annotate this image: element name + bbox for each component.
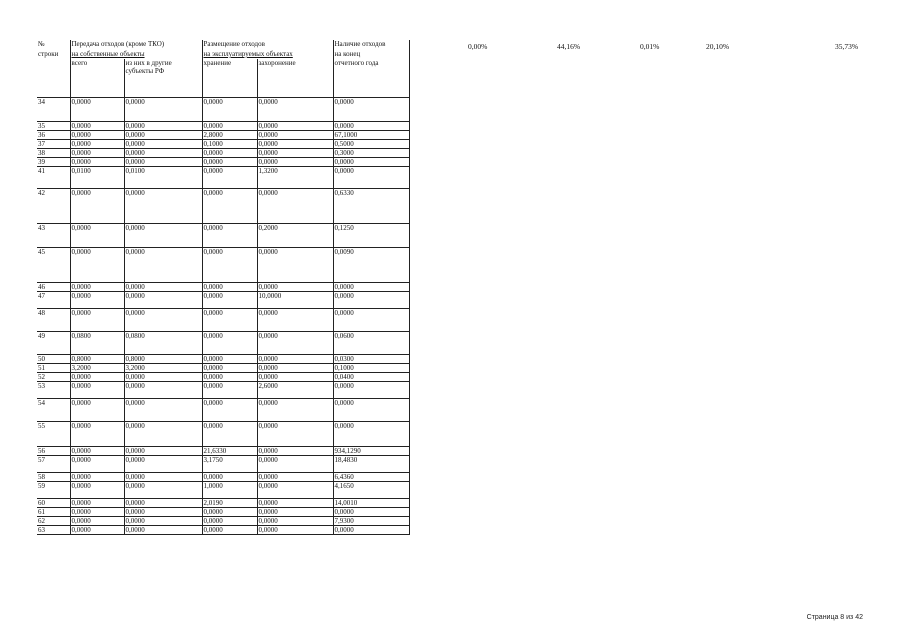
header-placement-sub: на эксплуатируемых объектах <box>202 50 333 59</box>
cell-value: 0,0000 <box>124 372 202 381</box>
row-number: 55 <box>37 421 70 446</box>
cell-value: 0,0000 <box>257 472 333 481</box>
cell-value: 0,0000 <box>257 363 333 372</box>
row-number: 63 <box>37 525 70 534</box>
cell-value: 4,1650 <box>333 481 409 498</box>
table-row <box>37 446 409 455</box>
cell-value: 0,0100 <box>70 166 124 188</box>
cell-value: 0,0000 <box>124 381 202 398</box>
cell-value: 0,0000 <box>70 97 124 121</box>
table-row <box>37 472 409 481</box>
row-number: 48 <box>37 308 70 331</box>
cell-value: 0,0000 <box>333 157 409 166</box>
cell-value: 0,0000 <box>257 421 333 446</box>
cell-value: 0,0000 <box>202 157 257 166</box>
table-row <box>37 291 409 308</box>
cell-value: 0,0000 <box>257 188 333 223</box>
cell-value: 0,0600 <box>333 331 409 354</box>
cell-value: 0,0000 <box>70 525 124 534</box>
row-number: 35 <box>37 121 70 130</box>
cell-value: 0,0000 <box>70 148 124 157</box>
cell-value: 0,0000 <box>257 282 333 291</box>
cell-value: 0,0300 <box>333 354 409 363</box>
cell-value: 0,0000 <box>124 446 202 455</box>
cell-value: 0,0000 <box>202 308 257 331</box>
waste-table <box>37 40 410 535</box>
cell-value: 0,0000 <box>124 130 202 139</box>
cell-value: 0,0000 <box>124 188 202 223</box>
cell-value: 0,5000 <box>333 139 409 148</box>
cell-value: 0,0000 <box>257 148 333 157</box>
table-row <box>37 498 409 507</box>
row-number: 39 <box>37 157 70 166</box>
cell-value: 0,0000 <box>333 166 409 188</box>
row-number: 42 <box>37 188 70 223</box>
row-number: 52 <box>37 372 70 381</box>
row-number: 59 <box>37 481 70 498</box>
row-number: 46 <box>37 282 70 291</box>
header-num: № <box>37 40 70 50</box>
table-row <box>37 247 409 282</box>
cell-value: 6,4360 <box>333 472 409 481</box>
table-row <box>37 354 409 363</box>
cell-value: 0,0000 <box>202 247 257 282</box>
cell-value: 0,0000 <box>124 139 202 148</box>
percent-1: 0,00% <box>468 42 488 51</box>
cell-value: 0,0000 <box>202 354 257 363</box>
table-row <box>37 372 409 381</box>
row-number: 37 <box>37 139 70 148</box>
table-row <box>37 121 409 130</box>
cell-value: 0,0000 <box>333 381 409 398</box>
header-presence-sub: на конец <box>333 50 409 59</box>
cell-value: 0,0000 <box>333 421 409 446</box>
cell-value: 0,0000 <box>70 455 124 472</box>
cell-value: 0,0000 <box>257 139 333 148</box>
cell-value: 0,0000 <box>70 291 124 308</box>
cell-value: 0,0000 <box>124 282 202 291</box>
cell-value: 0,0000 <box>202 97 257 121</box>
cell-value: 0,0000 <box>202 331 257 354</box>
cell-value: 0,0800 <box>124 331 202 354</box>
cell-value: 0,0000 <box>70 398 124 421</box>
table-row <box>37 188 409 223</box>
row-number: 60 <box>37 498 70 507</box>
cell-value: 0,0000 <box>70 130 124 139</box>
cell-value: 0,0000 <box>257 516 333 525</box>
table-row <box>37 331 409 354</box>
table-row <box>37 282 409 291</box>
row-number: 47 <box>37 291 70 308</box>
cell-value: 0,0000 <box>124 223 202 247</box>
row-number: 50 <box>37 354 70 363</box>
cell-value: 0,0000 <box>202 282 257 291</box>
row-number: 57 <box>37 455 70 472</box>
cell-value: 0,0000 <box>70 481 124 498</box>
cell-value: 0,0000 <box>257 157 333 166</box>
row-number: 62 <box>37 516 70 525</box>
cell-value: 0,0000 <box>70 516 124 525</box>
cell-value: 0,0000 <box>70 247 124 282</box>
cell-value: 0,0000 <box>202 507 257 516</box>
cell-value: 0,0000 <box>124 472 202 481</box>
cell-value: 0,0000 <box>257 507 333 516</box>
cell-value: 0,0000 <box>333 97 409 121</box>
table-row <box>37 223 409 247</box>
table-row <box>37 148 409 157</box>
row-number: 53 <box>37 381 70 398</box>
header-row-1 <box>37 40 409 50</box>
cell-value: 0,0000 <box>257 354 333 363</box>
cell-value: 3,2000 <box>70 363 124 372</box>
percent-3: 0,01% <box>640 42 660 51</box>
cell-value: 0,0000 <box>124 516 202 525</box>
header-presence: Наличие отходов <box>333 40 409 50</box>
cell-value: 0,0000 <box>202 166 257 188</box>
row-number: 51 <box>37 363 70 372</box>
cell-value: 0,0000 <box>257 481 333 498</box>
table-row <box>37 97 409 121</box>
table-row <box>37 516 409 525</box>
table-row <box>37 139 409 148</box>
cell-value: 2,6000 <box>257 381 333 398</box>
cell-value: 0,0000 <box>70 121 124 130</box>
cell-value: 0,0000 <box>257 130 333 139</box>
cell-value: 0,0000 <box>333 282 409 291</box>
cell-value: 0,0000 <box>70 308 124 331</box>
table-row <box>37 421 409 446</box>
header-other-subjects: из них в другие субъекты РФ <box>124 59 202 97</box>
cell-value: 0,0000 <box>70 282 124 291</box>
row-number: 43 <box>37 223 70 247</box>
cell-value: 0,0000 <box>202 188 257 223</box>
cell-value: 0,1000 <box>333 363 409 372</box>
row-number: 36 <box>37 130 70 139</box>
cell-value: 3,1750 <box>202 455 257 472</box>
cell-value: 0,8000 <box>124 354 202 363</box>
table-row <box>37 157 409 166</box>
cell-value: 0,0000 <box>257 372 333 381</box>
cell-value: 0,0000 <box>124 498 202 507</box>
table-row <box>37 308 409 331</box>
cell-value: 0,0000 <box>70 507 124 516</box>
row-number: 58 <box>37 472 70 481</box>
cell-value: 0,0000 <box>333 121 409 130</box>
cell-value: 0,0000 <box>202 516 257 525</box>
cell-value: 18,4830 <box>333 455 409 472</box>
cell-value: 0,2000 <box>257 223 333 247</box>
cell-value: 0,0400 <box>333 372 409 381</box>
cell-value: 0,3000 <box>333 148 409 157</box>
row-number: 54 <box>37 398 70 421</box>
header-row-2 <box>37 50 409 59</box>
row-number: 61 <box>37 507 70 516</box>
header-transfer: Передача отходов (кроме ТКО) <box>70 40 202 50</box>
cell-value: 0,0000 <box>70 472 124 481</box>
cell-value: 0,0000 <box>257 247 333 282</box>
cell-value: 0,0000 <box>124 507 202 516</box>
percent-4: 20,10% <box>706 42 730 51</box>
cell-value: 0,0000 <box>124 97 202 121</box>
cell-value: 0,6330 <box>333 188 409 223</box>
cell-value: 7,9300 <box>333 516 409 525</box>
cell-value: 0,0000 <box>70 372 124 381</box>
table-row <box>37 398 409 421</box>
cell-value: 0,0000 <box>202 381 257 398</box>
cell-value: 0,0000 <box>333 398 409 421</box>
table-row <box>37 481 409 498</box>
cell-value: 0,0000 <box>124 421 202 446</box>
cell-value: 0,0000 <box>124 247 202 282</box>
cell-value: 67,1000 <box>333 130 409 139</box>
percent-2: 44,16% <box>557 42 581 51</box>
cell-value: 0,0000 <box>70 139 124 148</box>
cell-value: 0,0000 <box>257 398 333 421</box>
cell-value: 0,0000 <box>257 498 333 507</box>
cell-value: 2,0190 <box>202 498 257 507</box>
cell-value: 0,0000 <box>202 363 257 372</box>
cell-value: 0,0000 <box>124 121 202 130</box>
cell-value: 10,0000 <box>257 291 333 308</box>
cell-value: 0,0000 <box>124 525 202 534</box>
percent-5: 35,73% <box>835 42 859 51</box>
cell-value: 0,0000 <box>70 498 124 507</box>
row-number: 41 <box>37 166 70 188</box>
row-number: 34 <box>37 97 70 121</box>
cell-value: 14,0010 <box>333 498 409 507</box>
table-row <box>37 166 409 188</box>
row-number: 45 <box>37 247 70 282</box>
cell-value: 0,0000 <box>70 421 124 446</box>
cell-value: 3,2000 <box>124 363 202 372</box>
table-row <box>37 363 409 372</box>
cell-value: 0,0000 <box>124 398 202 421</box>
table-row <box>37 381 409 398</box>
cell-value: 0,0000 <box>202 121 257 130</box>
cell-value: 0,0800 <box>70 331 124 354</box>
row-number: 56 <box>37 446 70 455</box>
cell-value: 0,0000 <box>333 308 409 331</box>
cell-value: 0,0100 <box>124 166 202 188</box>
header-storage: хранение <box>202 59 257 97</box>
cell-value: 2,8000 <box>202 130 257 139</box>
cell-value: 0,0000 <box>333 525 409 534</box>
cell-value: 0,0000 <box>333 507 409 516</box>
cell-value: 0,0000 <box>257 97 333 121</box>
cell-value: 21,6330 <box>202 446 257 455</box>
cell-value: 0,0000 <box>202 472 257 481</box>
header-presence-sub2: отчетного года <box>333 59 409 97</box>
cell-value: 0,0000 <box>257 455 333 472</box>
cell-value: 0,0000 <box>70 188 124 223</box>
cell-value: 0,0000 <box>124 291 202 308</box>
header-total: всего <box>70 59 124 97</box>
cell-value: 0,0000 <box>202 223 257 247</box>
cell-value: 0,0000 <box>257 525 333 534</box>
header-placement: Размещение отходов <box>202 40 333 50</box>
cell-value: 0,1250 <box>333 223 409 247</box>
table-row <box>37 525 409 534</box>
cell-value: 0,0090 <box>333 247 409 282</box>
cell-value: 0,0000 <box>333 291 409 308</box>
header-rows-label: строки <box>37 50 70 59</box>
cell-value: 0,0000 <box>70 381 124 398</box>
table-row <box>37 455 409 472</box>
cell-value: 0,0000 <box>202 372 257 381</box>
cell-value: 0,0000 <box>257 446 333 455</box>
row-number: 38 <box>37 148 70 157</box>
cell-value: 0,0000 <box>202 398 257 421</box>
cell-value: 0,0000 <box>202 421 257 446</box>
page-footer: Страница 8 из 42 <box>806 614 863 621</box>
cell-value: 1,0000 <box>202 481 257 498</box>
row-number: 49 <box>37 331 70 354</box>
cell-value: 0,0000 <box>202 291 257 308</box>
cell-value: 0,0000 <box>202 148 257 157</box>
cell-value: 0,0000 <box>257 331 333 354</box>
table-row <box>37 130 409 139</box>
cell-value: 0,0000 <box>70 223 124 247</box>
cell-value: 0,0000 <box>124 157 202 166</box>
cell-value: 0,0000 <box>70 446 124 455</box>
cell-value: 0,0000 <box>124 308 202 331</box>
cell-value: 0,0000 <box>257 121 333 130</box>
header-burial: захоронение <box>257 59 333 97</box>
cell-value: 0,0000 <box>70 157 124 166</box>
cell-value: 934,1290 <box>333 446 409 455</box>
cell-value: 0,8000 <box>70 354 124 363</box>
cell-value: 0,0000 <box>124 481 202 498</box>
cell-value: 0,0000 <box>124 148 202 157</box>
table-row <box>37 507 409 516</box>
header-transfer-sub: на собственные объекты <box>70 50 202 59</box>
cell-value: 0,0000 <box>124 455 202 472</box>
cell-value: 0,1000 <box>202 139 257 148</box>
header-row-3 <box>37 59 409 97</box>
cell-value: 1,3200 <box>257 166 333 188</box>
cell-value: 0,0000 <box>257 308 333 331</box>
cell-value: 0,0000 <box>202 525 257 534</box>
